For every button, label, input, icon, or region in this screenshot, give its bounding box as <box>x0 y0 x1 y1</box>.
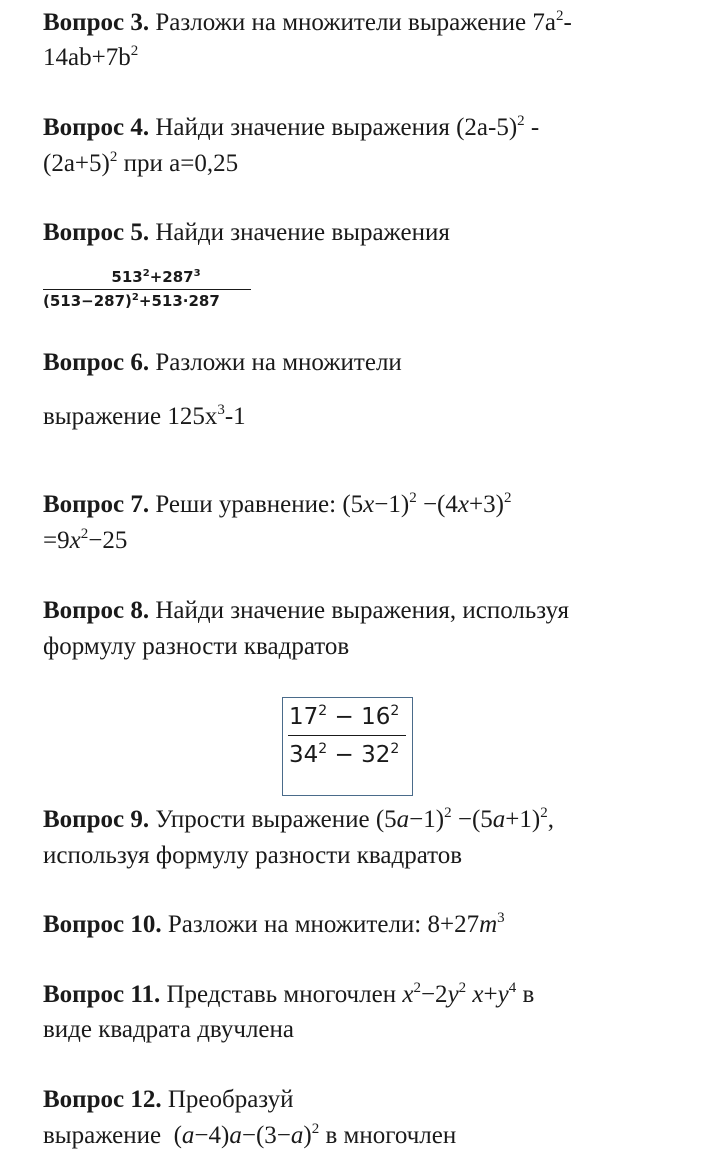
q11-var-4: y <box>497 981 509 1008</box>
q9-label: Вопрос 9. <box>43 806 150 833</box>
q9-text-a: Упрости выражение (5 <box>149 806 397 833</box>
q7-exp-2: 2 <box>503 490 512 506</box>
q11-text-a: Представь многочлен <box>160 981 403 1008</box>
q9-text-d: +1) <box>505 806 541 833</box>
q11-var-1: x <box>402 981 414 1008</box>
q7-var-2: x <box>457 491 469 518</box>
q11-exp-1: 2 <box>413 980 421 996</box>
q11-line-2 <box>43 1017 294 1042</box>
q9-text-b: −1) <box>409 806 445 833</box>
q5-denominator <box>43 290 251 309</box>
q12-var-1: a <box>181 1122 195 1149</box>
q8-den-op: − <box>327 742 362 768</box>
q8-text-2: формулу разности квадратов <box>43 633 350 660</box>
q12-line-2 <box>43 1123 456 1148</box>
q7-var-1: x <box>363 491 375 518</box>
q5-den-a: (513−287) <box>43 292 132 310</box>
q3-text: Разложи на множители выражение 7a <box>149 9 556 36</box>
q4-line-1 <box>43 115 539 140</box>
q8-den-b-exp: 2 <box>390 741 400 757</box>
q5-num-b-exp: 3 <box>193 268 201 279</box>
q4-exp-1: 2 <box>517 113 525 129</box>
q4-exp-2: 2 <box>109 149 118 165</box>
q3-exp-2: 2 <box>130 43 139 59</box>
q11-text-e: в <box>516 981 535 1008</box>
q5-den-b: +513·287 <box>138 292 220 310</box>
q12-line-1 <box>43 1087 294 1112</box>
q5-numerator <box>43 267 251 289</box>
q7-exp-3: 2 <box>80 526 89 542</box>
q8-den-a-exp: 2 <box>318 741 328 757</box>
q7-text-2a: =9 <box>43 527 70 554</box>
q3-text-2: 14ab+7b <box>43 44 131 71</box>
q7-var-3: x <box>69 527 81 554</box>
q12-label: Вопрос 12. <box>43 1086 162 1113</box>
q11-var-3: x <box>472 981 484 1008</box>
q5-den-a-exp: 2 <box>131 292 139 303</box>
q6-exp: 3 <box>217 402 225 418</box>
q12-text: Преобразуй <box>161 1086 294 1113</box>
q4-text-2a: (2a+5) <box>43 150 110 177</box>
q6-line-2 <box>43 404 246 429</box>
q8-numerator <box>289 704 399 730</box>
q5-num-b: +287 <box>149 268 194 286</box>
q3-line-1 <box>43 10 572 35</box>
q3-label: Вопрос 3. <box>43 9 150 36</box>
q4-text-end: - <box>524 114 540 141</box>
q3-exp-1: 2 <box>556 8 564 24</box>
q9-text-e: , <box>547 806 554 833</box>
q11-label: Вопрос 11. <box>43 981 161 1008</box>
q6-text: Разложи на множители <box>149 349 402 376</box>
q4-label: Вопрос 4. <box>43 114 150 141</box>
q7-exp-1: 2 <box>409 490 417 506</box>
q7-text-b: −1) <box>374 491 410 518</box>
q10-line-1 <box>43 912 505 937</box>
q8-num-a-exp: 2 <box>318 703 328 719</box>
q9-line-1 <box>43 807 554 832</box>
q11-text-b: −2 <box>420 981 448 1008</box>
q5-num-a-exp: 2 <box>142 268 150 279</box>
q7-text-c: −(4 <box>416 491 458 518</box>
q7-line-1 <box>43 492 511 517</box>
q8-den-a: 34 <box>289 742 319 768</box>
q12-var-3: a <box>290 1122 304 1149</box>
q11-exp-4: 4 <box>508 980 517 996</box>
q6-line-1 <box>43 350 402 375</box>
q9-exp-2: 2 <box>540 805 548 821</box>
q9-var-2: a <box>492 806 506 833</box>
q7-line-2 <box>43 528 127 553</box>
q7-label: Вопрос 7. <box>43 491 150 518</box>
q5-line-1 <box>43 220 450 245</box>
q3-line-2 <box>43 45 138 70</box>
q6-text-2b: -1 <box>224 403 246 430</box>
q10-var: m <box>479 911 498 938</box>
q8-num-b: 16 <box>361 704 391 730</box>
q12-exp: 2 <box>311 1121 320 1137</box>
q8-num-op: − <box>327 704 362 730</box>
q12-text-2c: −(3− <box>241 1122 291 1149</box>
q8-text: Найди значение выражения, используя <box>149 597 569 624</box>
q8-den-b: 32 <box>361 742 391 768</box>
q8-num-b-exp: 2 <box>390 703 400 719</box>
q10-exp: 3 <box>497 910 505 926</box>
q12-text-2e: в многочлен <box>319 1122 457 1149</box>
q8-label: Вопрос 8. <box>43 597 150 624</box>
q8-fraction-bar <box>288 735 406 736</box>
q12-text-2b: −4) <box>194 1122 230 1149</box>
q9-text-c: −(5 <box>451 806 493 833</box>
q5-num-a: 513 <box>111 268 143 286</box>
q7-text-a: Реши уравнение: (5 <box>149 491 364 518</box>
q7-text-2b: −25 <box>88 527 128 554</box>
q12-text-2a: выражение ( <box>43 1122 182 1149</box>
q7-text-d: +3) <box>469 491 504 518</box>
q10-text: Разложи на множители: 8+27 <box>161 911 480 938</box>
q8-fraction-box <box>282 697 413 796</box>
q10-label: Вопрос 10. <box>43 911 162 938</box>
q12-text-2d: ) <box>303 1122 312 1149</box>
q8-denominator <box>289 742 399 768</box>
q9-exp-1: 2 <box>444 805 452 821</box>
q11-line-1 <box>43 982 534 1007</box>
q11-text-2: виде квадрата двучлена <box>43 1016 295 1043</box>
q6-text-2a: выражение 125x <box>43 403 218 430</box>
q11-var-2: y <box>447 981 459 1008</box>
q3-text-end: - <box>563 9 572 36</box>
q11-text-d: + <box>483 981 498 1008</box>
q8-line-2 <box>43 634 349 659</box>
q6-label: Вопрос 6. <box>43 349 150 376</box>
q9-line-2 <box>43 843 462 868</box>
q8-line-1 <box>43 598 569 623</box>
q11-exp-2: 2 <box>458 980 467 996</box>
q4-text: Найди значение выражения (2a-5) <box>149 114 518 141</box>
q9-var-1: a <box>396 806 410 833</box>
q12-var-2: a <box>229 1122 242 1149</box>
q9-text-2: используя формулу разности квадратов <box>43 842 463 869</box>
q4-line-2 <box>43 151 238 176</box>
q5-text: Найди значение выражения <box>149 219 450 246</box>
q5-fraction <box>43 267 251 309</box>
q8-num-a: 17 <box>289 704 319 730</box>
q5-label: Вопрос 5. <box>43 219 150 246</box>
q4-text-2b: при a=0,25 <box>117 150 239 177</box>
